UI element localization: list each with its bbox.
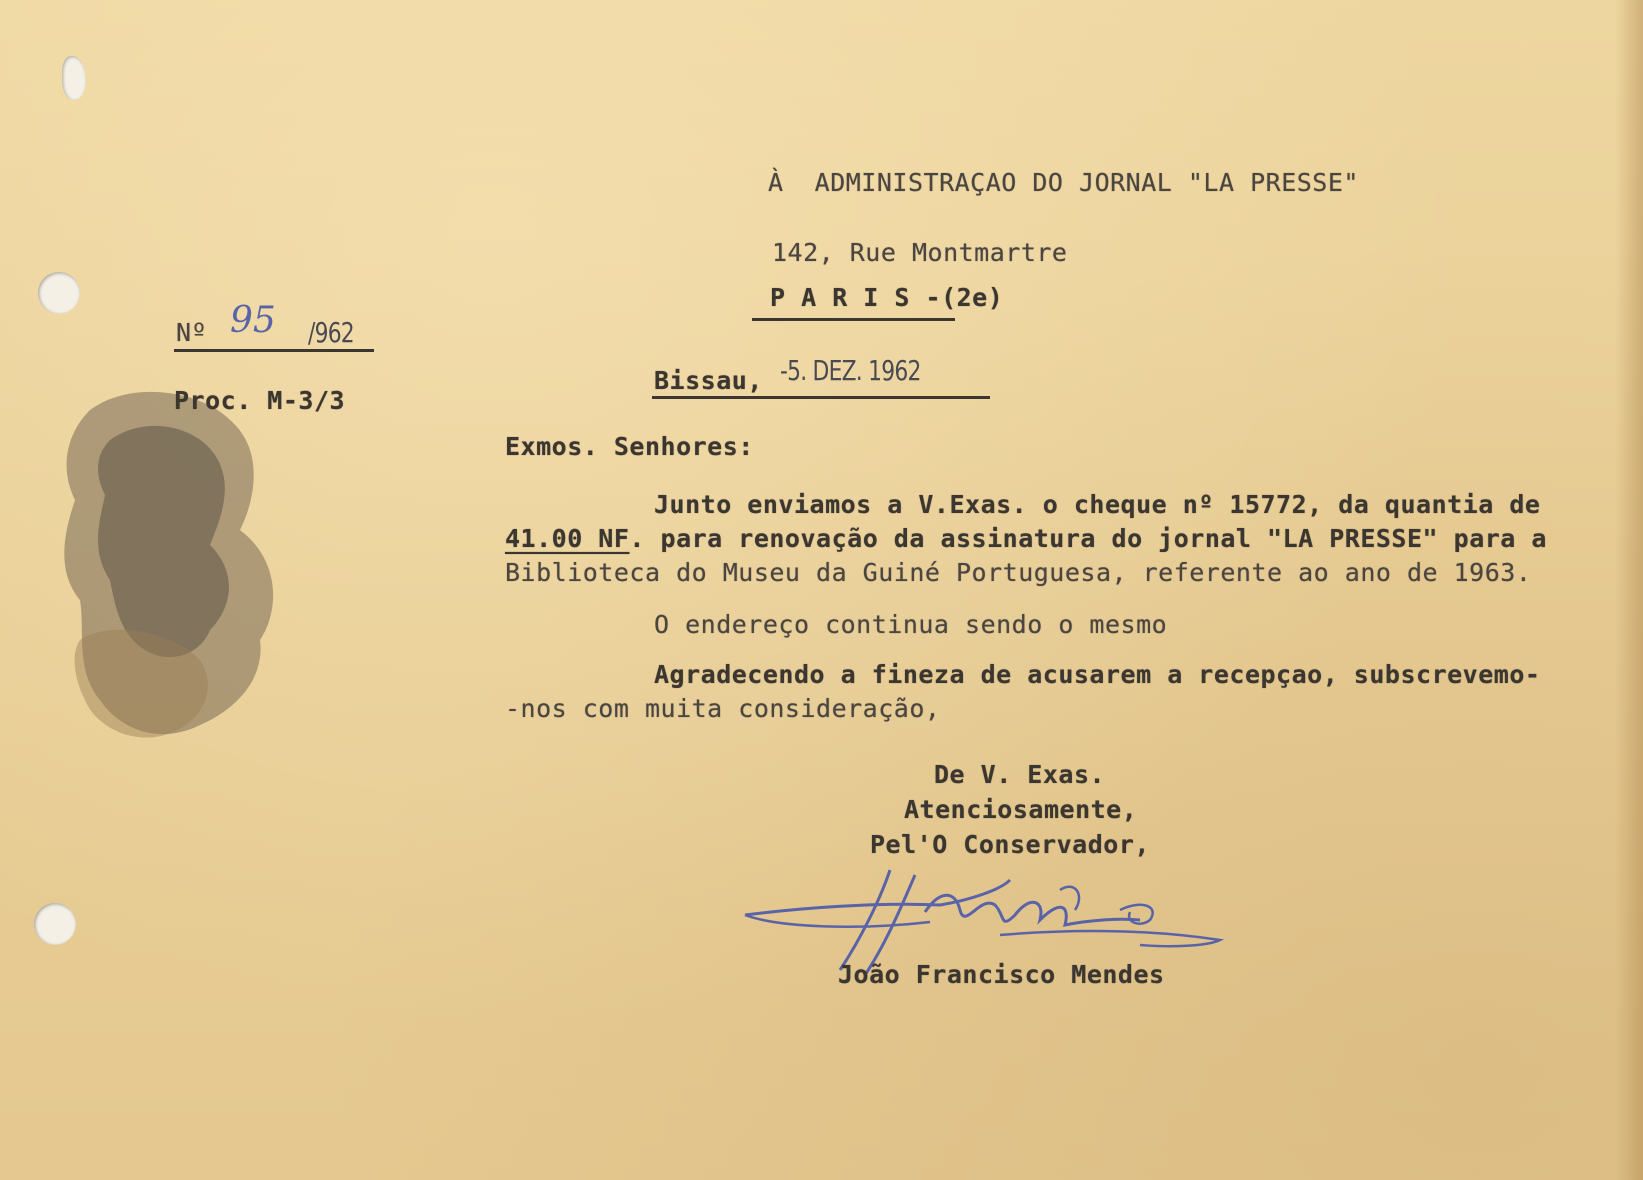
- body-p3-line1: Agradecendo a fineza de acusarem a recepçao, subscrevemo-: [654, 660, 1541, 689]
- closing-line1: De V. Exas.: [934, 760, 1106, 789]
- cheque-amount: 41.00 NF: [505, 524, 630, 553]
- process-number: Proc. M-3/3: [174, 386, 346, 415]
- punch-hole-bottom: [34, 903, 76, 945]
- city-underline: [752, 318, 955, 321]
- water-stain: [50, 380, 290, 760]
- salutation: Exmos. Senhores:: [505, 432, 754, 461]
- reference-number-handwritten: 95: [230, 300, 276, 341]
- closing-line2: Atenciosamente,: [904, 795, 1138, 824]
- closing-line3: Pel'O Conservador,: [870, 830, 1150, 859]
- reference-year: /962: [308, 316, 354, 349]
- recipient-street: 142, Rue Montmartre: [772, 238, 1068, 267]
- body-p1-line2: [505, 524, 1547, 553]
- recipient-line: À ADMINISTRAÇAO DO JORNAL "LA PRESSE": [768, 168, 1359, 197]
- date-stamp: -5. DEZ. 1962: [780, 354, 921, 387]
- reference-underline: [174, 349, 374, 352]
- signatory-name: João Francisco Mendes: [838, 960, 1165, 989]
- city-district: -(2e): [925, 283, 1004, 312]
- reference-prefix: Nº: [176, 318, 208, 347]
- city-name: P A R I S: [770, 283, 910, 312]
- body-p1-line2-rest: . para renovação da assinatura do jornal "LA PRESSE" para a: [629, 524, 1547, 553]
- paper-tear: [62, 56, 86, 100]
- body-p1-line1: Junto enviamos a V.Exas. o cheque nº 15772, da quantia de: [654, 490, 1541, 519]
- body-p2: O endereço continua sendo o mesmo: [654, 610, 1168, 639]
- paper-edge: [1615, 0, 1643, 1180]
- place: Bissau,: [654, 366, 763, 395]
- punch-hole-top: [38, 272, 80, 314]
- body-p1-line3: Biblioteca do Museu da Guiné Portuguesa, referente ao ano de 1963.: [505, 558, 1532, 587]
- recipient-city: [770, 283, 1003, 312]
- date-underline: [652, 396, 990, 399]
- body-p3-line2: -nos com muita consideração,: [505, 694, 941, 723]
